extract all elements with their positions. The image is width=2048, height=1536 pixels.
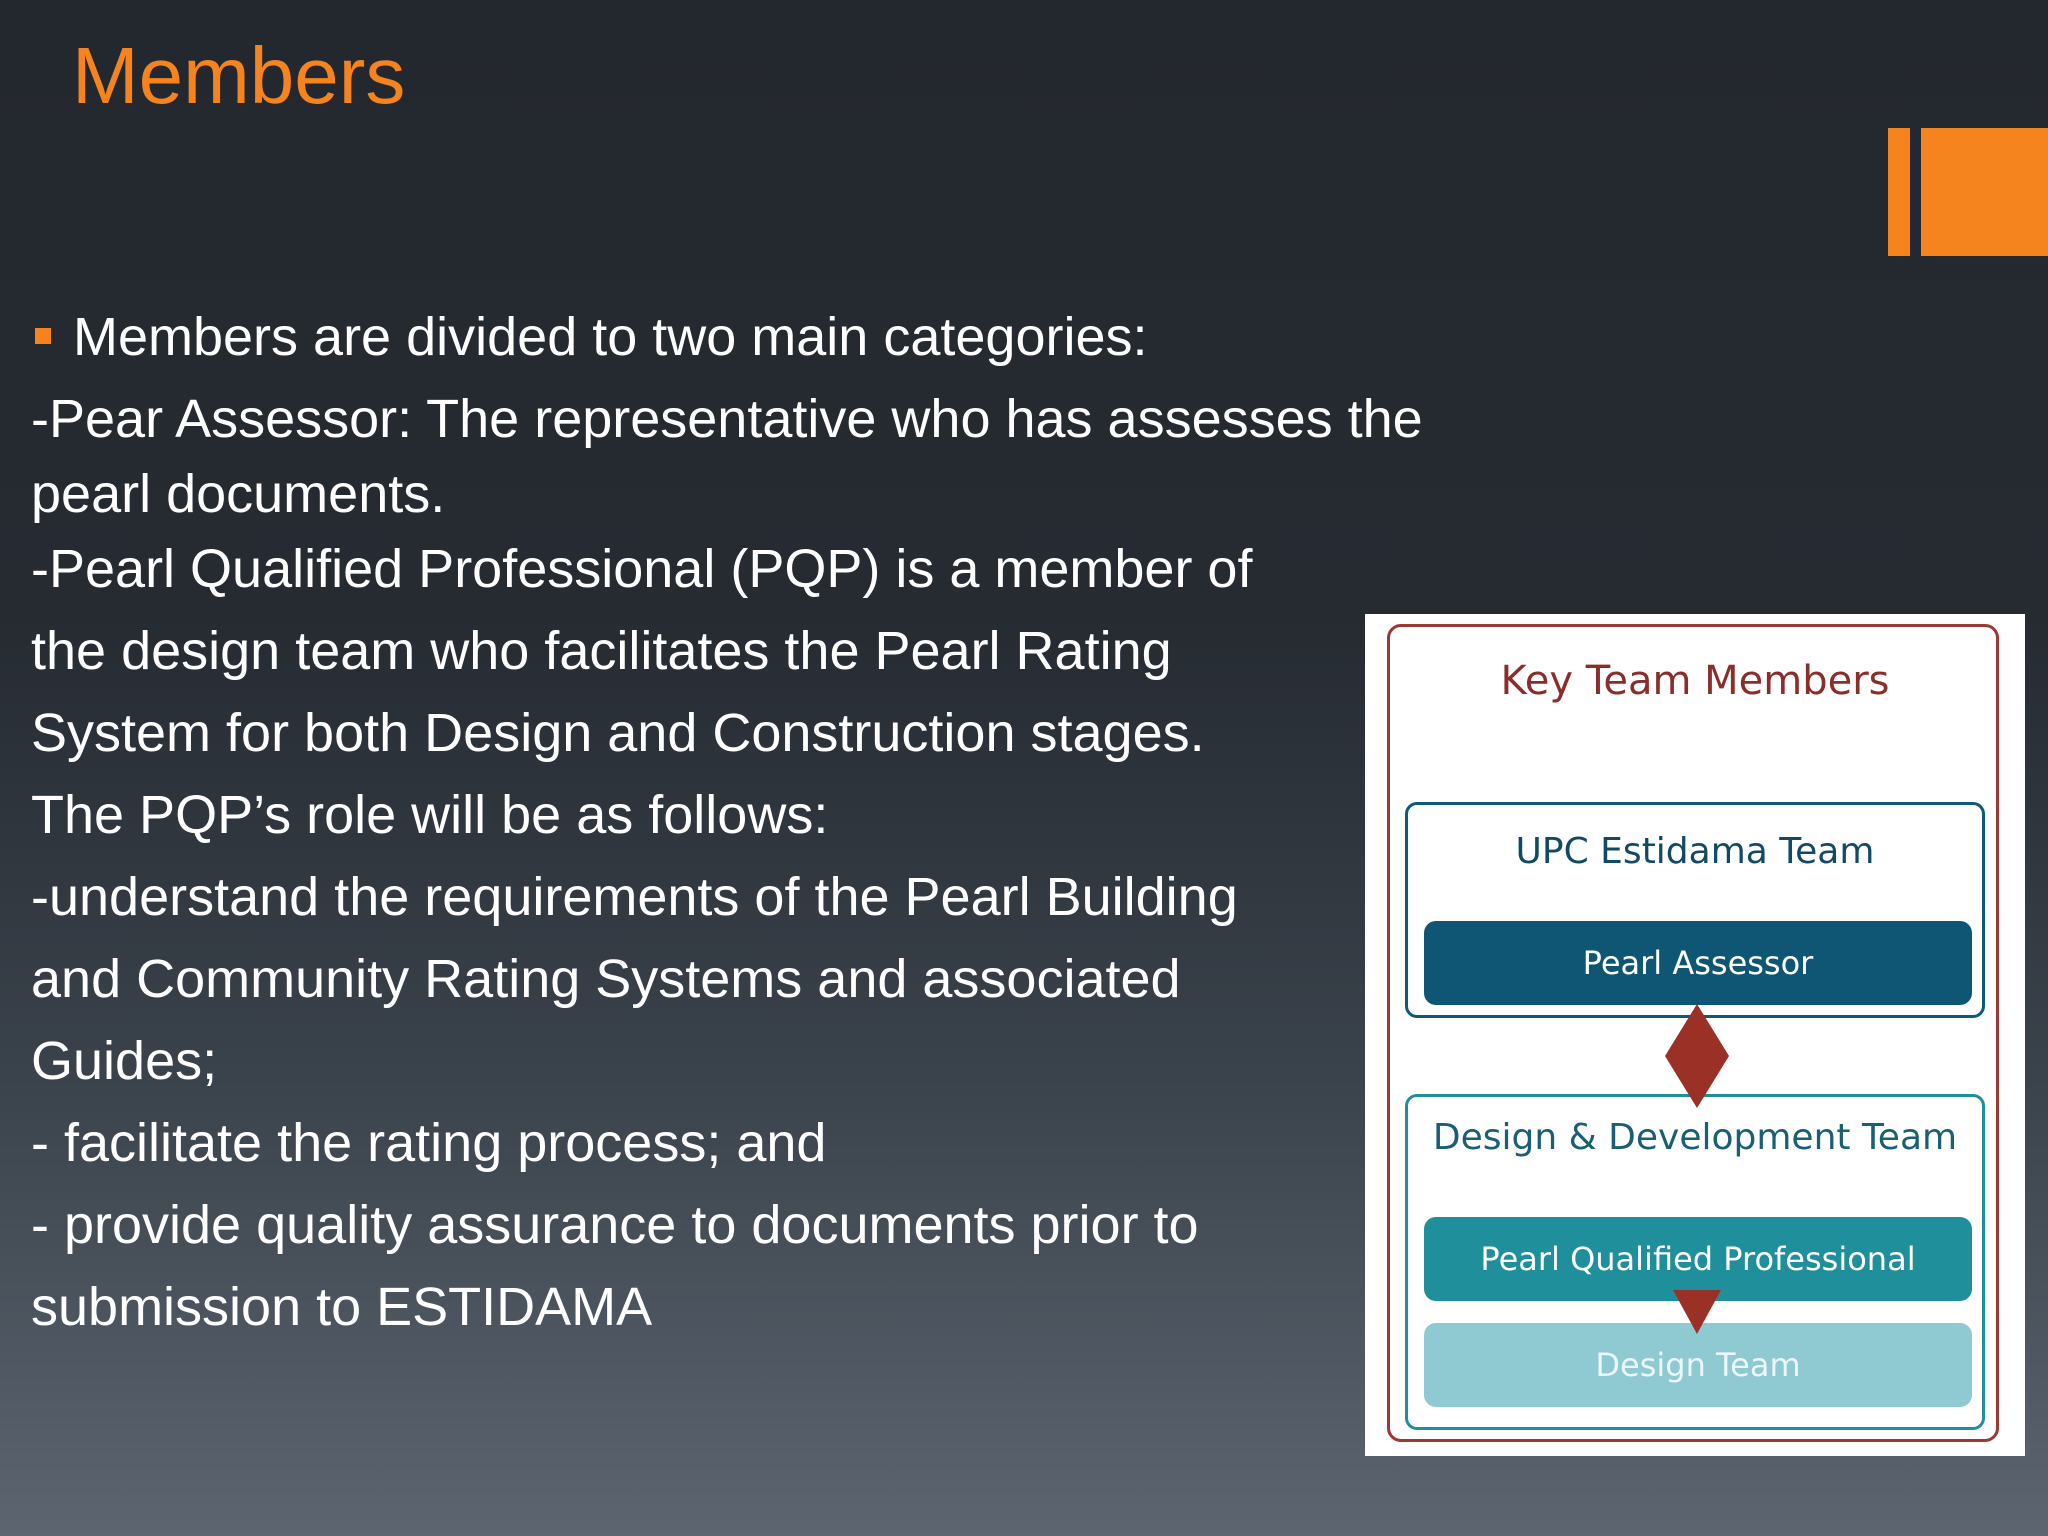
slide-title: Members xyxy=(72,31,406,120)
body-line: and Community Rating Systems and associated xyxy=(31,949,1181,1009)
body-line: the design team who facilitates the Pearl Rating xyxy=(31,621,1172,681)
upc-estidama-team-group xyxy=(1405,802,1985,1018)
body-line: submission to ESTIDAMA xyxy=(31,1277,653,1337)
pearl-assessor-box: Pearl Assessor xyxy=(1424,921,1972,1005)
body-line: pearl documents. xyxy=(31,464,446,524)
body-line: The PQP’s role will be as follows: xyxy=(31,785,829,845)
bullet-square-icon xyxy=(35,328,51,344)
group-label: Design & Development Team xyxy=(1432,1117,1958,1158)
accent-bar-thin xyxy=(1888,128,1910,256)
key-team-members-diagram xyxy=(1365,614,2025,1456)
body-line: - provide quality assurance to documents prior to xyxy=(31,1195,1199,1255)
body-line: -understand the requirements of the Pearl Building xyxy=(31,867,1238,927)
triangle-down-icon xyxy=(1673,1290,1721,1334)
diagram-title: Key Team Members xyxy=(1500,658,1890,704)
body-line: System for both Design and Construction stages. xyxy=(31,703,1205,763)
slide-body xyxy=(31,296,1531,1348)
body-line: -Pear Assessor: The representative who has assesses the xyxy=(31,389,1423,449)
body-line: -Pearl Qualified Professional (PQP) is a member of xyxy=(31,539,1253,599)
diamond-icon xyxy=(1665,1004,1729,1108)
pqp-box: Pearl Qualified Professional xyxy=(1424,1217,1972,1301)
bullet-item xyxy=(31,296,1531,378)
accent-bar-thick xyxy=(1921,128,2048,256)
design-development-team-group xyxy=(1405,1094,1985,1430)
design-team-box: Design Team xyxy=(1424,1323,1972,1407)
bullet-text: Members are divided to two main categories: xyxy=(73,307,1148,367)
body-line: Guides; xyxy=(31,1031,218,1091)
group-label: UPC Estidama Team xyxy=(1515,831,1875,872)
body-line: - facilitate the rating process; and xyxy=(31,1113,827,1173)
